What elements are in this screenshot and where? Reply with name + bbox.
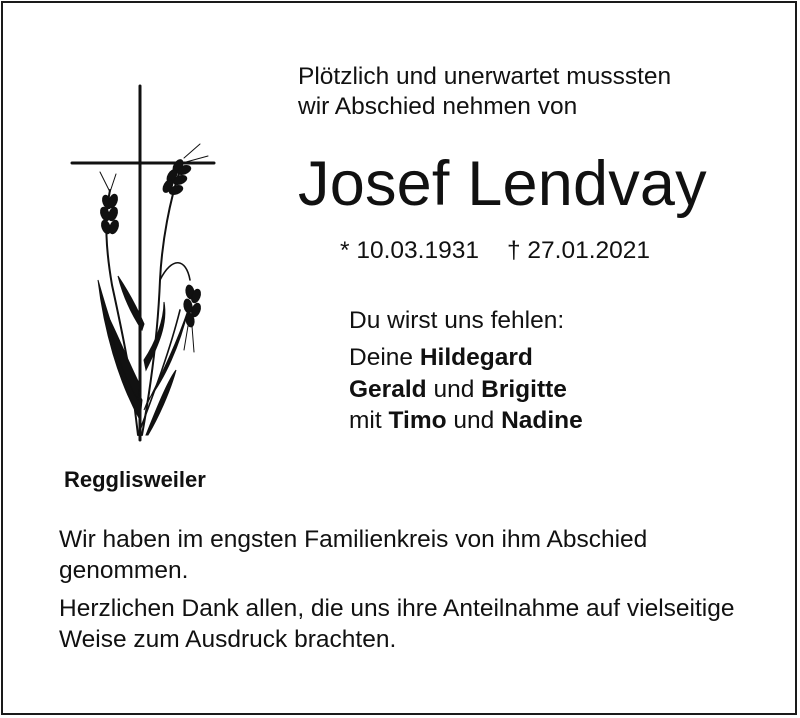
- closing-text: [59, 524, 749, 655]
- family-prefix: mit: [349, 407, 382, 434]
- family-connector: und: [433, 375, 475, 403]
- family-name: Timo: [388, 407, 447, 434]
- closing-paragraph-1: Wir haben im engsten Familienkreis von ihm Abschied genommen.: [59, 526, 648, 584]
- deceased-name: Josef Lendvay: [298, 149, 707, 219]
- cross-with-wheat-icon: [60, 80, 230, 445]
- family-prefix: Deine: [349, 344, 414, 371]
- farewell-line: Du wirst uns fehlen:: [349, 307, 565, 334]
- intro-line-1: Plötzlich und unerwartet musssten: [298, 63, 672, 90]
- family-name: Brigitte: [481, 375, 567, 403]
- family-name: Hildegard: [419, 344, 533, 371]
- intro-text: [298, 62, 671, 122]
- life-dates: [340, 236, 650, 266]
- family-name: Nadine: [501, 407, 583, 434]
- family-connector: und: [453, 407, 495, 434]
- family-line-2: [349, 374, 583, 406]
- place-name: Regglisweiler: [64, 467, 206, 492]
- family-name: Gerald: [349, 375, 427, 403]
- closing-paragraph-2: Herzlichen Dank allen, die uns ihre Anteilnahme auf vielseitige Weise zum Ausdruck brachten.: [59, 595, 735, 653]
- birth-date: * 10.03.1931: [340, 237, 479, 264]
- intro-line-2: wir Abschied nehmen von: [298, 93, 578, 120]
- family-line-1: [349, 342, 583, 374]
- death-date: † 27.01.2021: [506, 237, 651, 264]
- family-signatures: [349, 342, 583, 437]
- family-line-3: [349, 405, 583, 437]
